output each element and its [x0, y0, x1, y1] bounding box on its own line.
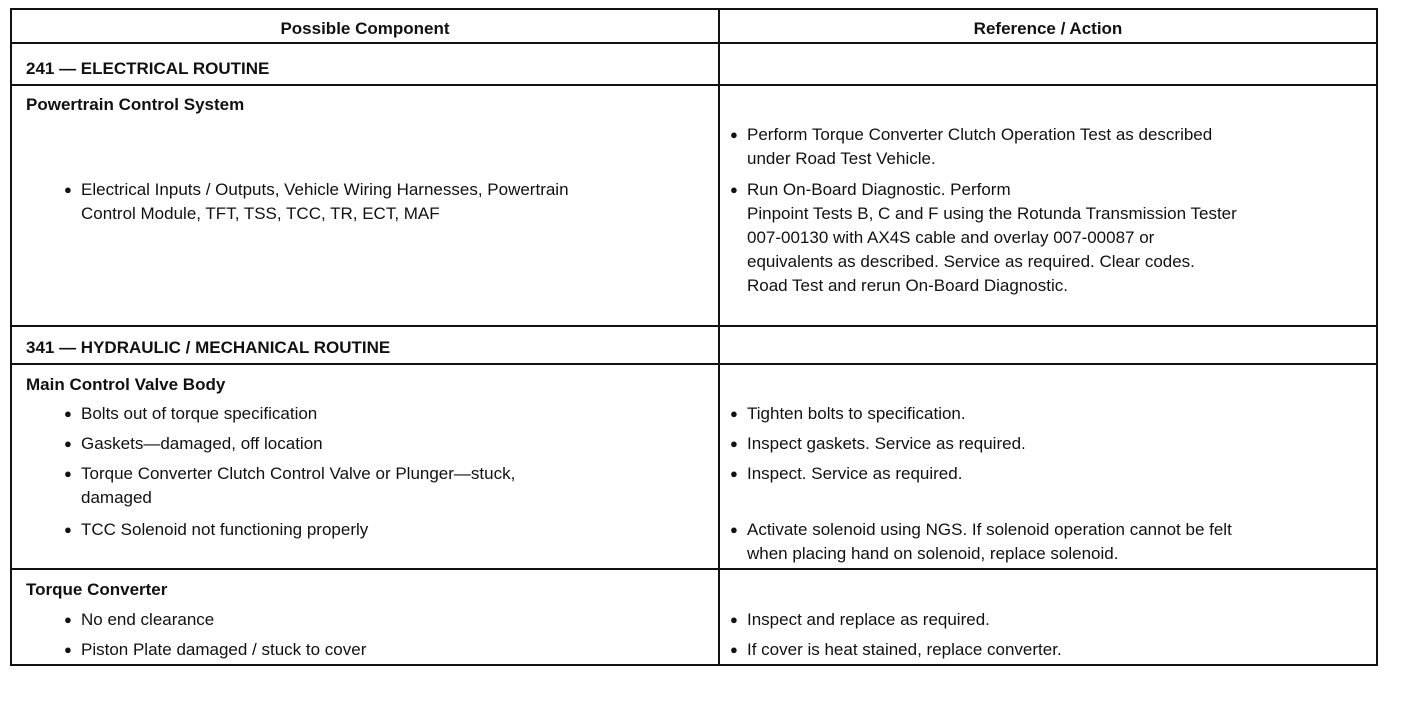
component-electrical-inputs-line2: Control Module, TFT, TSS, TCC, TR, ECT, MAF [81, 204, 440, 223]
group-title-powertrain: Powertrain Control System [26, 95, 245, 114]
section-divider [12, 568, 1376, 570]
action-run-diagnostic-line3: 007-00130 with AX4S cable and overlay 007-00087 or [747, 228, 1155, 247]
header-divider [12, 42, 1376, 44]
component-gaskets: ● Gaskets—damaged, off location [64, 431, 323, 456]
group-title-torque-converter: Torque Converter [26, 580, 168, 599]
section-title-electrical: 241 — ELECTRICAL ROUTINE [26, 59, 270, 78]
header-reference-action: Reference / Action [973, 19, 1123, 38]
action-run-diagnostic-line5: Road Test and rerun On-Board Diagnostic. [747, 276, 1068, 295]
component-tcc-control-valve-line2: damaged [81, 488, 152, 507]
action-replace-converter: ● If cover is heat stained, replace converter. [730, 637, 1062, 662]
component-bolts: ● Bolts out of torque specification [64, 401, 317, 426]
action-inspect-service: ● Inspect. Service as required. [730, 461, 962, 486]
section-divider [12, 363, 1376, 365]
group-title-valve-body: Main Control Valve Body [26, 375, 226, 394]
action-run-diagnostic-line1: ● Run On-Board Diagnostic. Perform [730, 177, 1011, 202]
component-tcc-solenoid: ● TCC Solenoid not functioning properly [64, 517, 368, 542]
header-possible-component: Possible Component [280, 19, 450, 38]
action-run-diagnostic-line2: Pinpoint Tests B, C and F using the Rotunda Transmission Tester [747, 204, 1237, 223]
section-title-hydraulic: 341 — HYDRAULIC / MECHANICAL ROUTINE [26, 338, 391, 357]
action-tighten-bolts: ● Tighten bolts to specification. [730, 401, 966, 426]
component-piston-plate: ● Piston Plate damaged / stuck to cover [64, 637, 366, 662]
action-activate-solenoid-line1: ● Activate solenoid using NGS. If solenoid operation cannot be felt [730, 517, 1232, 542]
section-divider [12, 84, 1376, 86]
column-divider [718, 10, 720, 664]
action-activate-solenoid-line2: when placing hand on solenoid, replace solenoid. [747, 544, 1119, 563]
section-divider [12, 325, 1376, 327]
action-inspect-gaskets: ● Inspect gaskets. Service as required. [730, 431, 1026, 456]
component-tcc-control-valve-line1: ● Torque Converter Clutch Control Valve or Plunger—stuck, [64, 461, 515, 486]
diagnosis-table [10, 8, 1378, 666]
component-end-clearance: ● No end clearance [64, 607, 214, 632]
component-electrical-inputs-line1: ● Electrical Inputs / Outputs, Vehicle Wiring Harnesses, Powertrain [64, 177, 569, 202]
action-run-diagnostic-line4: equivalents as described. Service as required. Clear codes. [747, 252, 1195, 271]
action-torque-converter-test-line2: under Road Test Vehicle. [747, 149, 936, 168]
action-inspect-replace: ● Inspect and replace as required. [730, 607, 990, 632]
action-torque-converter-test-line1: ● Perform Torque Converter Clutch Operation Test as described [730, 122, 1212, 147]
